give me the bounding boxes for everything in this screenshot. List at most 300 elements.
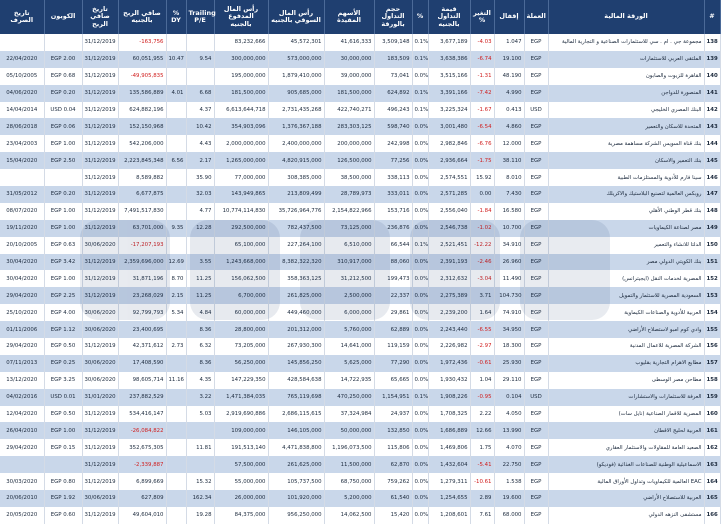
table-row[interactable] [0,389,720,406]
pay-date-cell: 30/04/2020 [0,270,44,287]
pay-date-cell: 26/04/2010 [0,422,44,439]
close-cell: 34.950 [494,321,524,338]
close-cell: 19.100 [494,51,524,68]
pe-cell: 8.36 [186,355,214,372]
net-profit-cell: 92,799,793 [118,304,166,321]
paid-capital-cell: 147,229,350 [214,372,268,389]
security-name-cell[interactable]: مصر لصناعة الكيماويات [548,220,704,237]
currency-cell: EGP [524,85,548,102]
value-cell: 2,243,440 [428,321,470,338]
row-number-cell: 150 [704,237,720,254]
market-cap-cell: 213,809,499 [268,186,324,203]
table-row[interactable] [0,237,720,254]
pe-cell: 12.28 [186,220,214,237]
table-row[interactable] [0,321,720,338]
paid-capital-cell: 83,232,666 [214,34,268,51]
coupon-cell: EGP 3.42 [44,254,82,271]
pct-cell: 0.1% [412,237,428,254]
paid-capital-cell: 1,265,000,000 [214,152,268,169]
net-profit-cell: 17,408,590 [118,355,166,372]
table-row[interactable] [0,51,720,68]
row-number-cell: 145 [704,152,720,169]
close-cell: 4.860 [494,118,524,135]
dy-cell [166,439,186,456]
dy-cell: 9.35 [166,220,186,237]
volume-cell: 62,870 [374,456,412,473]
market-cap-cell: 765,119,698 [268,389,324,406]
dy-cell [166,389,186,406]
change-cell: 1.64 [470,304,494,321]
paid-capital-cell: 354,903,096 [214,118,268,135]
table-row[interactable] [0,34,720,51]
pe-cell: 11.25 [186,287,214,304]
col-header-currency[interactable]: العملة [524,0,548,34]
security-name-cell[interactable]: السعودية المصرية للاستثمار والتمويل [548,287,704,304]
pay-date-cell: 20/05/2020 [0,507,44,524]
pay-date-cell: 29/04/2020 [0,287,44,304]
net-profit-cell: -2,339,887 [118,456,166,473]
net-profit-cell: 23,400,695 [118,321,166,338]
pay-date-cell: 20/10/2005 [0,237,44,254]
close-cell: 22.750 [494,456,524,473]
dy-cell: 2.73 [166,338,186,355]
security-name-cell[interactable]: البنك المصري الخليجي [548,102,704,119]
paid-capital-cell: 26,000,000 [214,490,268,507]
table-row[interactable] [0,372,720,389]
paid-capital-cell: 1,243,668,000 [214,254,268,271]
col-header-volume[interactable]: حجم التداول بالورقة [374,0,412,34]
paid-capital-cell: 2,000,000,000 [214,135,268,152]
row-number-cell: 155 [704,321,720,338]
dy-cell [166,321,186,338]
paid-capital-cell: 56,250,000 [214,355,268,372]
coupon-cell: EGP 2.50 [44,152,82,169]
paid-capital-cell: 6,700,000 [214,287,268,304]
value-cell: 2,936,664 [428,152,470,169]
pct-cell: 0.0% [412,135,428,152]
volume-cell: 88,060 [374,254,412,271]
coupon-cell: EGP 1.00 [44,270,82,287]
pe-cell: 10.42 [186,118,214,135]
security-name-cell[interactable]: العربية للاستصلاح الأراضي [548,490,704,507]
coupon-cell: USD 0.04 [44,102,82,119]
change-cell: -6.74 [470,51,494,68]
market-cap-cell: 308,385,000 [268,169,324,186]
market-cap-cell: 35,726,964,776 [268,203,324,220]
pay-date-cell: 31/05/2012 [0,186,44,203]
security-name-cell[interactable]: مستشفى النزهه الدولي [548,507,704,524]
pay-date-cell: 30/03/2020 [0,473,44,490]
pe-cell: 19.28 [186,507,214,524]
value-cell: 2,391,193 [428,254,470,271]
market-cap-cell: 2,400,000,000 [268,135,324,152]
security-name-cell[interactable]: مطاحن مصر الوسطى [548,372,704,389]
market-cap-cell: 45,572,301 [268,34,324,51]
value-cell: 1,208,601 [428,507,470,524]
table-row[interactable] [0,85,720,102]
market-cap-cell: 267,930,300 [268,338,324,355]
dy-cell [166,169,186,186]
change-cell: 2.22 [470,406,494,423]
row-number-cell: 160 [704,406,720,423]
volume-cell: 153,716 [374,203,412,220]
col-header-paid-capital[interactable]: رأس المال المدفوع بالجنيه [214,0,268,34]
coupon-cell: EGP 0.60 [44,507,82,524]
market-cap-cell: 358,363,125 [268,270,324,287]
row-number-cell: 153 [704,287,720,304]
change-cell: -1.67 [470,102,494,119]
market-cap-cell: 2,686,115,615 [268,406,324,423]
coupon-cell: EGP 0.20 [44,85,82,102]
close-cell: 74.910 [494,304,524,321]
listed-shares-cell: 38,500,000 [324,169,374,186]
dy-cell [166,422,186,439]
security-name-cell[interactable]: بنك قناة السويس الشركة مساهمة مصرية [548,135,704,152]
profit-date-cell: 31/12/2019 [82,220,118,237]
market-cap-cell: 261,825,000 [268,287,324,304]
table-row[interactable] [0,406,720,423]
dy-cell [166,135,186,152]
currency-cell: EGP [524,338,548,355]
table-row[interactable] [0,135,720,152]
pct-cell: 0.1% [412,389,428,406]
coupon-cell: EGP 2.00 [44,51,82,68]
row-number-cell: 158 [704,372,720,389]
pay-date-cell: 19/11/2020 [0,220,44,237]
value-cell: 2,312,632 [428,270,470,287]
pe-cell: 6.32 [186,338,214,355]
table-row[interactable] [0,68,720,85]
pct-cell: 0.0% [412,287,428,304]
value-cell: 1,908,226 [428,389,470,406]
pay-date-cell [0,169,44,186]
table-row[interactable] [0,169,720,186]
pct-cell: 0.0% [412,355,428,372]
pay-date-cell: 20/06/2010 [0,490,44,507]
listed-shares-cell: 31,212,500 [324,270,374,287]
security-name-cell[interactable]: روبكس العالمية لتصنيع البلاستيك والاكريلك [548,186,704,203]
col-header-net-profit[interactable]: صافي الربح بالجنيه [118,0,166,34]
change-cell: -7.42 [470,85,494,102]
value-cell: 3,391,166 [428,85,470,102]
pe-cell: 4.77 [186,203,214,220]
coupon-cell [44,34,82,51]
col-header-profit-date[interactable]: تاريخ صافي الربح [82,0,118,34]
col-header-pct[interactable]: % [412,0,428,34]
volume-cell: 333,011 [374,186,412,203]
table-row[interactable] [0,118,720,135]
change-cell: 0.00 [470,186,494,203]
pay-date-cell: 05/10/2005 [0,68,44,85]
security-name-cell[interactable]: بنك الكويتي الدولي مصر [548,254,704,271]
coupon-cell: EGP 0.15 [44,439,82,456]
col-header-change[interactable]: التغير % [470,0,494,34]
close-cell: 8.010 [494,169,524,186]
change-cell: -0.61 [470,355,494,372]
market-cap-cell: 905,685,000 [268,85,324,102]
table-row[interactable] [0,270,720,287]
change-cell: 1.04 [470,372,494,389]
change-cell: 7.61 [470,507,494,524]
volume-cell: 73,041 [374,68,412,85]
table-row[interactable] [0,254,720,271]
net-profit-cell: 627,809 [118,490,166,507]
row-number-cell: 157 [704,355,720,372]
listed-shares-cell: 14,641,000 [324,338,374,355]
net-profit-cell: 542,206,000 [118,135,166,152]
dy-cell: 12.69 [166,254,186,271]
net-profit-cell: -17,207,193 [118,237,166,254]
net-profit-cell: 352,675,305 [118,439,166,456]
dy-cell [166,490,186,507]
col-header-close[interactable]: إقفال [494,0,524,34]
row-number-cell: 152 [704,270,720,287]
paid-capital-cell: 1,471,384,035 [214,389,268,406]
value-cell: 1,930,432 [428,372,470,389]
coupon-cell: EGP 0.63 [44,237,82,254]
listed-shares-cell: 2,154,822,966 [324,203,374,220]
close-cell: 18.300 [494,338,524,355]
table-row[interactable] [0,422,720,439]
profit-date-cell: 30/06/2020 [82,321,118,338]
table-row[interactable] [0,338,720,355]
pct-cell: 0.0% [412,118,428,135]
volume-cell: 236,876 [374,220,412,237]
pay-date-cell: 30/04/2020 [0,254,44,271]
market-cap-cell: 449,460,000 [268,304,324,321]
profit-date-cell: 31/12/2019 [82,287,118,304]
pay-date-cell: 08/07/2020 [0,203,44,220]
col-header-market-cap[interactable]: رأس المال السوقي بالجنيه [268,0,324,34]
listed-shares-cell: 30,000,000 [324,51,374,68]
currency-cell: EGP [524,355,548,372]
value-cell: 3,001,480 [428,118,470,135]
pct-cell: 0.0% [412,186,428,203]
pay-date-cell: 13/12/2020 [0,372,44,389]
volume-cell: 338,113 [374,169,412,186]
table-row[interactable] [0,152,720,169]
security-name-cell[interactable]: العرفة للاستثمارات والاستشارات [548,389,704,406]
pct-cell: 0.0% [412,456,428,473]
coupon-cell: EGP 1.12 [44,321,82,338]
volume-cell: 119,159 [374,338,412,355]
paid-capital-cell: 57,500,000 [214,456,268,473]
dy-cell: 4.01 [166,85,186,102]
table-row[interactable] [0,287,720,304]
security-name-cell[interactable]: المنصورة للدواجن [548,85,704,102]
market-cap-cell: 1,879,410,000 [268,68,324,85]
coupon-cell [44,456,82,473]
paid-capital-cell: 292,500,000 [214,220,268,237]
profit-date-cell: 31/12/2019 [82,186,118,203]
dy-cell: 5.34 [166,304,186,321]
volume-cell: 759,262 [374,473,412,490]
row-number-cell: 156 [704,338,720,355]
paid-capital-cell: 195,000,000 [214,68,268,85]
market-cap-cell: 105,737,500 [268,473,324,490]
currency-cell: EGP [524,439,548,456]
profit-date-cell: 31/12/2019 [82,338,118,355]
close-cell: 25.930 [494,355,524,372]
table-row[interactable] [0,304,720,321]
currency-cell: EGP [524,254,548,271]
listed-shares-cell: 6,000,000 [324,304,374,321]
value-cell: 1,972,436 [428,355,470,372]
net-profit-cell: 8,589,882 [118,169,166,186]
table-row[interactable] [0,439,720,456]
profit-date-cell: 31/12/2019 [82,85,118,102]
row-number-cell: 163 [704,456,720,473]
paid-capital-cell: 84,375,000 [214,507,268,524]
security-name-cell[interactable]: العربية لحليج الاقطان [548,422,704,439]
listed-shares-cell: 310,917,000 [324,254,374,271]
change-cell: -1.75 [470,152,494,169]
security-name-cell[interactable]: المصرية لخدمات النقل (ايجيترانس) [548,270,704,287]
table-row[interactable] [0,102,720,119]
listed-shares-cell: 14,062,500 [324,507,374,524]
row-number-cell: 151 [704,254,720,271]
net-profit-cell: 49,604,010 [118,507,166,524]
security-name-cell[interactable]: الشركة المصرية للاعمال المدنية [548,338,704,355]
security-name-cell[interactable]: المصرية للاقمار الصناعية (نايل سات) [548,406,704,423]
close-cell: 4.990 [494,85,524,102]
table-header-row [0,0,720,34]
market-cap-cell: 101,920,000 [268,490,324,507]
security-name-cell[interactable]: القاهرة للزيوت والصابون [548,68,704,85]
close-cell: 12.000 [494,135,524,152]
pay-date-cell: 22/04/2020 [0,51,44,68]
security-name-cell[interactable]: الدلتا للانشاء والتعمير [548,237,704,254]
profit-date-cell: 31/12/2019 [82,270,118,287]
pay-date-cell: 29/04/2020 [0,338,44,355]
net-profit-cell: 237,882,529 [118,389,166,406]
coupon-cell: EGP 0.20 [44,186,82,203]
paid-capital-cell: 65,100,000 [214,237,268,254]
net-profit-cell: 2,359,696,000 [118,254,166,271]
value-cell: 1,432,604 [428,456,470,473]
volume-cell: 199,473 [374,270,412,287]
value-cell: 2,275,389 [428,287,470,304]
currency-cell: EGP [524,34,548,51]
net-profit-cell: 31,871,196 [118,270,166,287]
row-number-cell: 161 [704,422,720,439]
market-cap-cell: 956,250,000 [268,507,324,524]
coupon-cell: EGP 0.25 [44,355,82,372]
profit-date-cell: 30/06/2020 [82,304,118,321]
table-row[interactable] [0,456,720,473]
col-header-security[interactable]: الورقة المالية [548,0,704,34]
table-row[interactable] [0,490,720,507]
col-header-value[interactable]: قيمة التداول بالجنيه [428,0,470,34]
table-row[interactable] [0,220,720,237]
volume-cell: 183,509 [374,51,412,68]
market-cap-cell: 146,105,000 [268,422,324,439]
col-header-index[interactable]: # [704,0,720,34]
change-cell: 3.71 [470,287,494,304]
paid-capital-cell: 10,774,114,830 [214,203,268,220]
col-header-pe[interactable]: Trailing P/E [186,0,214,34]
profit-date-cell: 31/12/2019 [82,507,118,524]
net-profit-cell: 135,586,889 [118,85,166,102]
pct-cell: 0.0% [412,406,428,423]
listed-shares-cell: 6,510,000 [324,237,374,254]
pe-cell: 8.36 [186,321,214,338]
market-cap-cell: 573,000,000 [268,51,324,68]
col-header-pay-date[interactable]: تاريخ الصرف [0,0,44,34]
table-row[interactable] [0,203,720,220]
profit-date-cell: 31/12/2019 [82,68,118,85]
security-name-cell[interactable]: سينا فارم للأدوية والمستلزمات الطبية [548,169,704,186]
currency-cell: EGP [524,118,548,135]
dy-cell: 2.15 [166,287,186,304]
profit-date-cell: 30/06/2020 [82,237,118,254]
security-name-cell[interactable]: العربية للأدوية والصناعات الكيماوية [548,304,704,321]
market-cap-cell: 4,820,915,000 [268,152,324,169]
dy-cell [166,118,186,135]
net-profit-cell: 7,491,517,830 [118,203,166,220]
security-name-cell[interactable]: مطابع الاهرام التجارية بقليوب [548,355,704,372]
volume-cell: 65,665 [374,372,412,389]
security-name-cell[interactable]: الصعيد العامة للمقاولات والاستثمار العقاري [548,439,704,456]
profit-date-cell: 31/12/2019 [82,34,118,51]
pe-cell: 11.81 [186,439,214,456]
currency-cell: EGP [524,270,548,287]
col-header-coupon[interactable]: الكوبون [44,0,82,34]
table-row[interactable] [0,355,720,372]
coupon-cell: EGP 3.25 [44,372,82,389]
value-cell: 3,515,166 [428,68,470,85]
dy-cell [166,507,186,524]
currency-cell: EGP [524,186,548,203]
currency-cell: EGP [524,473,548,490]
profit-date-cell: 31/12/2019 [82,102,118,119]
value-cell: 1,254,655 [428,490,470,507]
pay-date-cell: 25/10/2020 [0,304,44,321]
net-profit-cell: 624,882,196 [118,102,166,119]
net-profit-cell: 60,051,955 [118,51,166,68]
security-name-cell[interactable]: بنك التعمير والاسكان [548,152,704,169]
col-header-dy[interactable]: % DY [166,0,186,34]
table-row[interactable] [0,186,720,203]
market-cap-cell: 201,312,000 [268,321,324,338]
pe-cell: 9.54 [186,51,214,68]
coupon-cell: USD 0.01 [44,389,82,406]
row-number-cell: 148 [704,203,720,220]
security-name-cell[interactable]: الملتقى العربي للاستثمارات [548,51,704,68]
profit-date-cell: 31/12/2019 [82,422,118,439]
change-cell: -1.31 [470,68,494,85]
net-profit-cell: -163,756 [118,34,166,51]
security-name-cell[interactable]: بنك قطر الوطني الأهلي [548,203,704,220]
listed-shares-cell: 68,750,000 [324,473,374,490]
pay-date-cell: 12/04/2020 [0,406,44,423]
net-profit-cell: 2,223,845,348 [118,152,166,169]
volume-cell: 496,243 [374,102,412,119]
security-name-cell[interactable]: الاسماعيلية الوطنية للصناعات الغذائية (فوديكو) [548,456,704,473]
security-name-cell[interactable]: وادي كوم امبو لاستصلاح الأراضي [548,321,704,338]
security-name-cell[interactable]: EAC العالمية للكيماويات وتداول الأوراق المالية [548,473,704,490]
net-profit-cell: 152,150,968 [118,118,166,135]
profit-date-cell: 30/06/2020 [82,355,118,372]
currency-cell: EGP [524,406,548,423]
pay-date-cell: 01/11/2006 [0,321,44,338]
security-name-cell[interactable]: المتحدة للاسكان والتعمير [548,118,704,135]
table-row[interactable] [0,473,720,490]
col-header-listed-shares[interactable]: الأسهم المقيدة [324,0,374,34]
change-cell: -10.61 [470,473,494,490]
table-row[interactable] [0,507,720,524]
security-name-cell[interactable]: مجموعة جي . ام . سي للاستثمارات الصناعية و التجارية المالية [548,34,704,51]
